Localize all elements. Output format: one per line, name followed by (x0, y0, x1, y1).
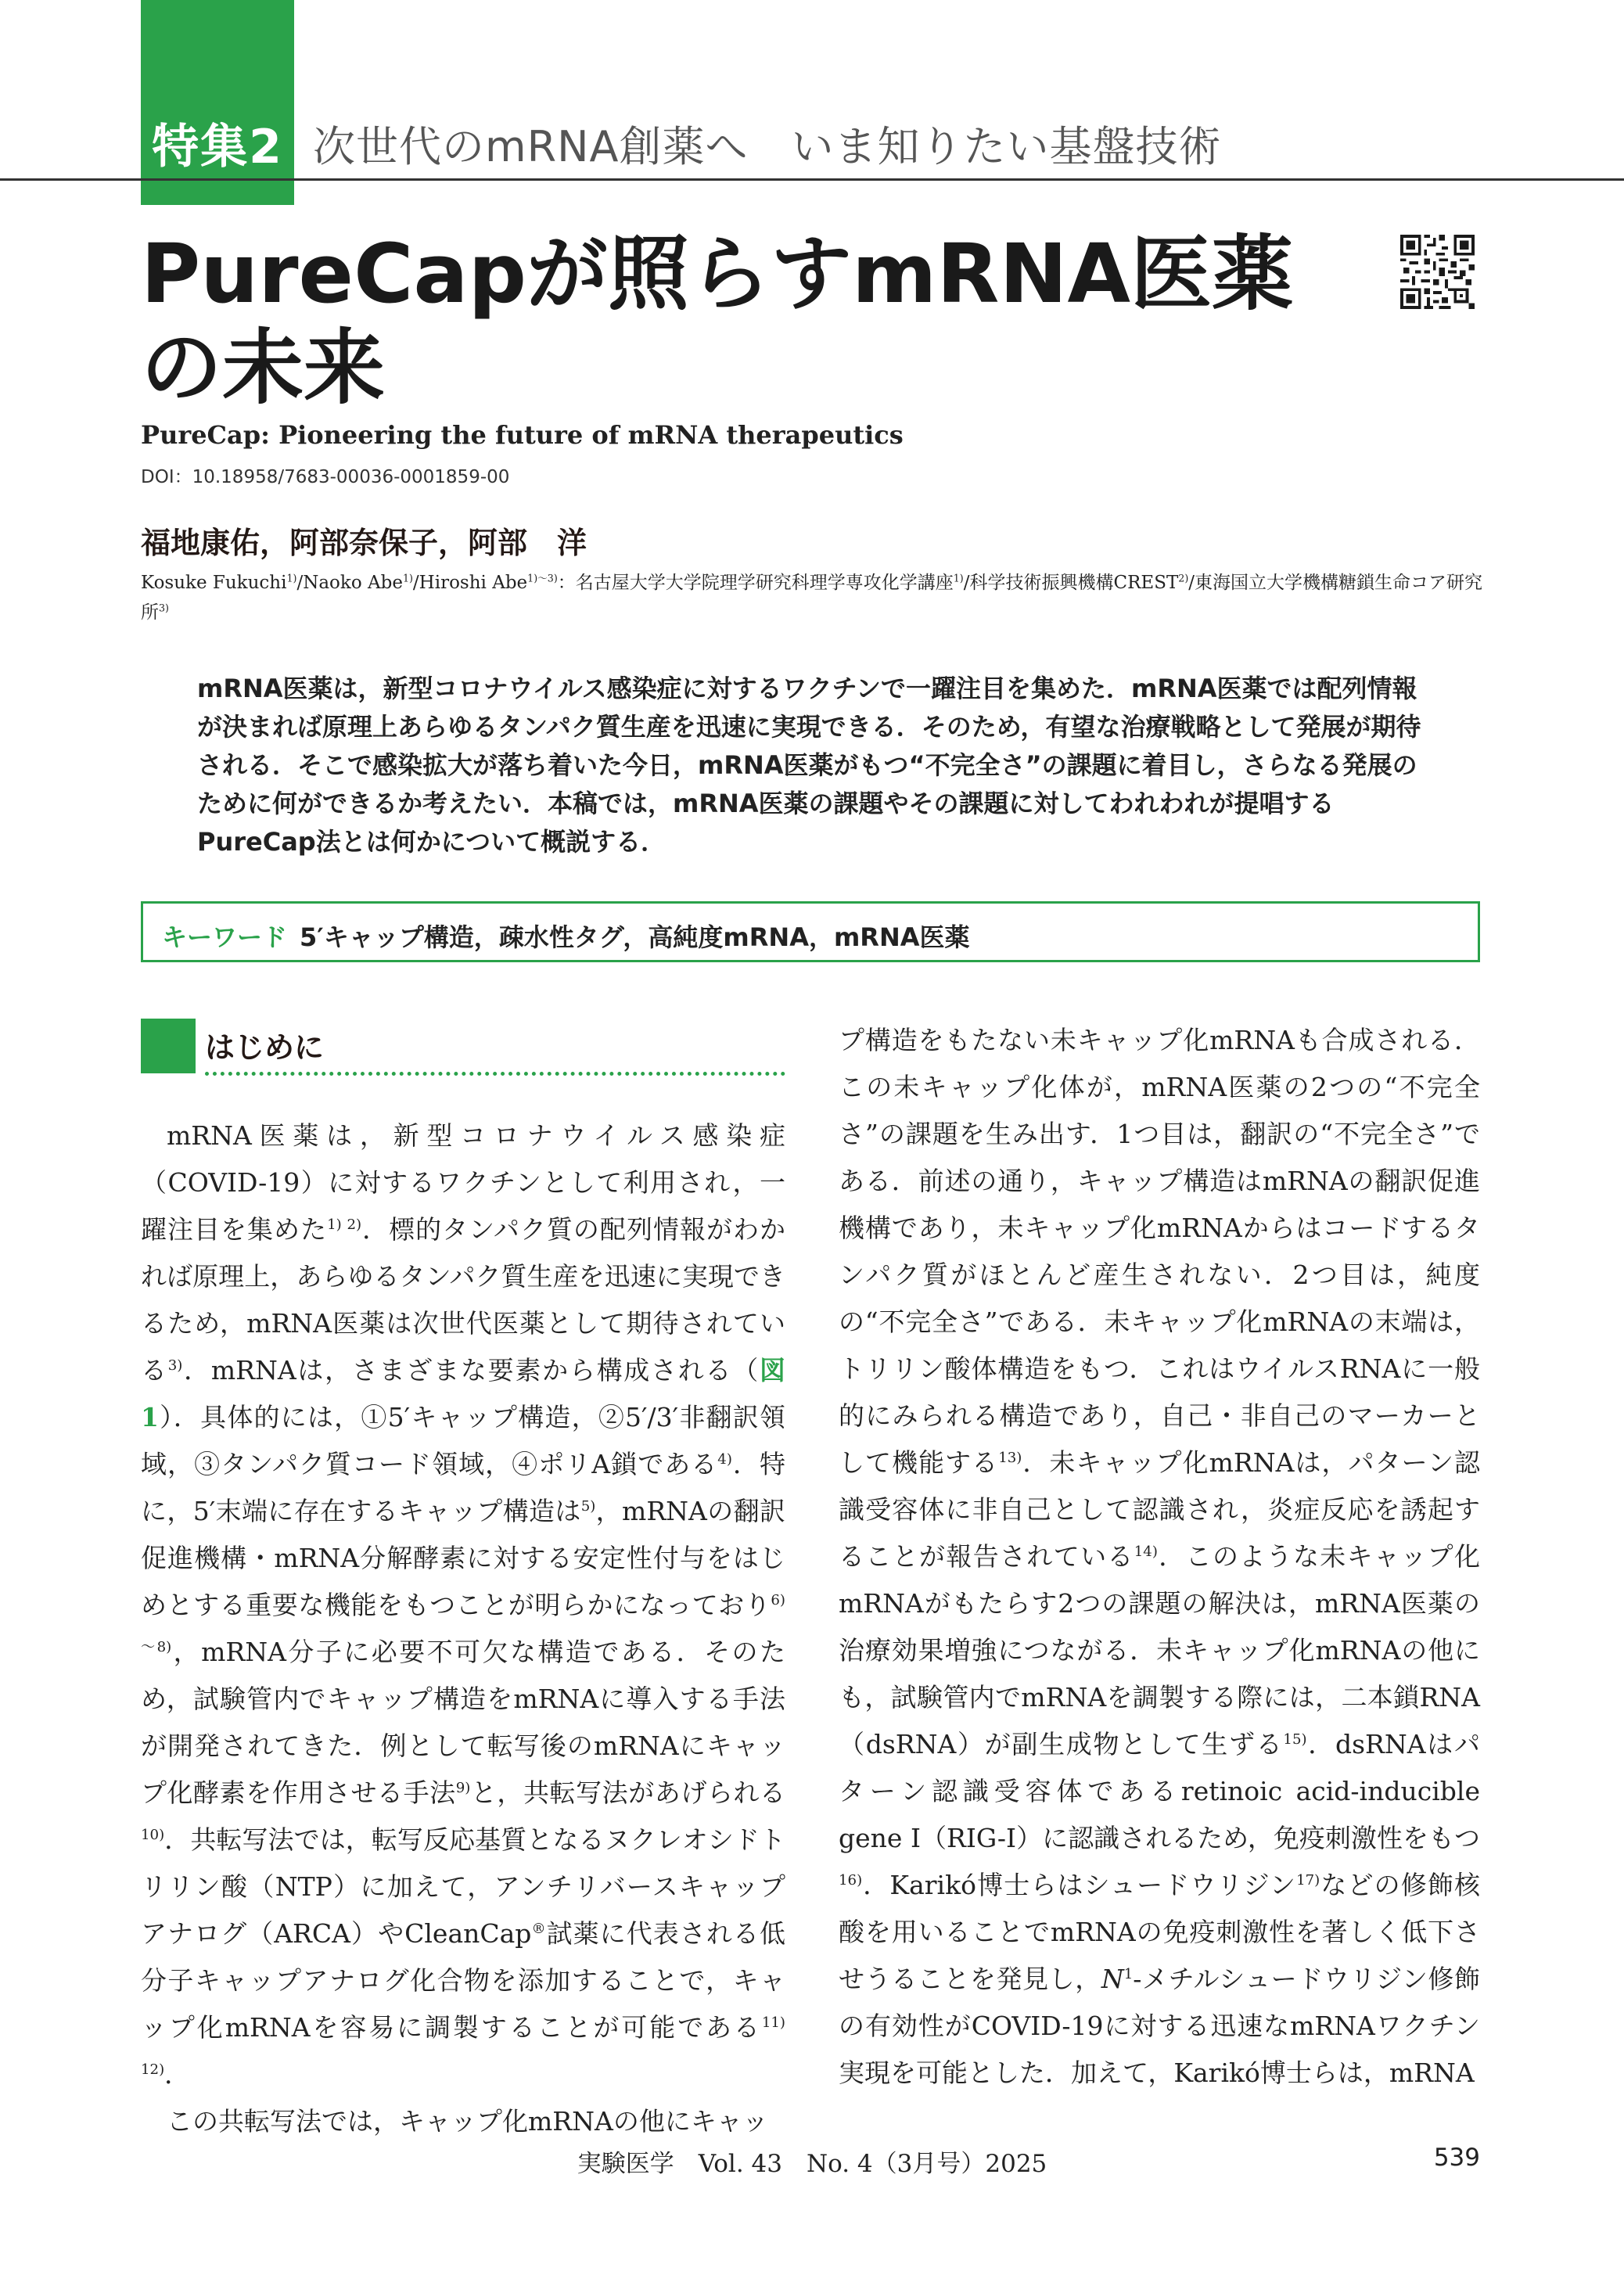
author-sup-2: 1) (402, 572, 413, 584)
citation-ref[interactable]: 16) (839, 1872, 863, 1889)
citation-ref[interactable]: 13) (998, 1450, 1022, 1466)
italic-symbol: N (1101, 1964, 1124, 1994)
body-text: ．未キャップ化mRNAは，パターン認識受容体に非自己として認識され，炎症反応を誘起することが報告されている (839, 1447, 1481, 1572)
citation-ref[interactable]: 17) (1296, 1872, 1320, 1889)
body-text: -メチルシュードウリジン修飾の有効性がCOVID-19に対する迅速なmRNAワクチン実現を可能とした．加えて，Karikó博士らは，mRNA (839, 1964, 1481, 2088)
body-text: ）．具体的には，①5′キャップ構造，②5′/3′非翻訳領域，③タンパク質コード領域，④ポリA鎖である (141, 1402, 785, 1479)
citation-ref[interactable]: 6)～8) (141, 1592, 785, 1655)
article-title-line-2: の未来 (141, 320, 386, 415)
body-text: 試薬に代表される低分子キャップアナログ化合物を添加することで，キャップ化mRNAを容易に調製することが可能である (141, 1918, 785, 2043)
body-text: ．特に，5′末端に存在するキャップ構造は (141, 1449, 785, 1526)
section-heading: はじめに (205, 1030, 325, 1065)
citation-ref[interactable]: 4) (717, 1451, 732, 1468)
registered-mark: ® (531, 1921, 546, 1937)
series-title: 次世代のmRNA創薬へ いま知りたい基盤技術 (313, 122, 1222, 171)
keyword-box (141, 901, 1480, 962)
body-text: ． (164, 2059, 191, 2090)
body-text: ，mRNA分子に必要不可欠な構造である．そのため，試験管内でキャップ構造をmRNAに導入する手法が開発されてきた．例として転写後のmRNAにキャップ化酵素を作用させる手法 (141, 1637, 785, 1808)
body-column-right (839, 1017, 1480, 2097)
affiliation-3: /東海国立大学機構糖鎖生命コア研究所 (141, 573, 1483, 623)
keyword-text: 5′キャップ構造，疎水性タグ，高純度mRNA，mRNA医薬 (300, 922, 970, 952)
body-text: プ構造をもたない未キャップ化mRNAも合成される．この未キャップ化体が，mRNA医薬の2つの“不完全さ”の課題を生み出す．1つ目は，翻訳の“不完全さ”である．前述の通り，キャップ構造はmRNAの翻訳促進機構であり，未キャップ化mRNAからはコードするタンパク質がほとんど産生されない．2つ目は，純度の“不完全さ”である．未キャップ化mRNAの末端は，トリリン酸体構造をもつ．これはウイルスRNAに一般的にみられる構造であり，自己・非自己のマーカーとして機能する (839, 1025, 1480, 1478)
citation-ref[interactable]: 9) (455, 1780, 471, 1796)
authors-japanese: 福地康佑，阿部奈保子，阿部 洋 (141, 526, 587, 560)
body-text: ．このような未キャップ化mRNAがもたらす2つの課題の解決は，mRNA医薬の治療効果増強につながる．未キャップ化mRNAの他にも，試験管内でmRNAを調製する際には，二本鎖RNA（dsRNA）が副生成物として生ずる (839, 1541, 1481, 1759)
citation-ref[interactable]: 14) (1134, 1544, 1158, 1560)
body-paragraph-2: この共転写法では，キャップ化mRNAの他にキャッ (167, 2106, 768, 2137)
page-number: 539 (1433, 2144, 1480, 2172)
citation-ref[interactable]: 3) (167, 1357, 183, 1374)
body-text: などの修飾核酸を用いることでmRNAの免疫刺激性を著しく低下させうることを発見し， (839, 1870, 1480, 1994)
affiliation-sup-1: 1) (953, 572, 964, 584)
figure-ref-link[interactable]: 図1 (141, 1355, 785, 1432)
superscript: 1 (1123, 1966, 1134, 1982)
article-title-line-1: PureCapが照らすmRNA医薬 (141, 226, 1294, 322)
author-affiliations (141, 568, 1486, 627)
body-text: ．標的タンパク質の配列情報がわかれば原理上，あらゆるタンパク質生産を迅速に実現できるため，mRNA医薬は次世代医薬として期待されている (141, 1214, 786, 1386)
body-paragraph-1 (141, 1112, 785, 2098)
author-name-3: /Hiroshi Abe (412, 573, 528, 593)
section-dotted-rule (205, 1072, 785, 1076)
body-text: ．Karikó博士らはシュードウリジン (862, 1870, 1297, 1900)
author-name-1: Kosuke Fukuchi (141, 573, 287, 593)
body-paragraph-continued (839, 1017, 1480, 2097)
footer-journal: 実験医学 Vol. 43 No. 4（3月号）2025 (577, 2150, 1047, 2178)
body-text: と，共転写法があげられる (470, 1777, 786, 1808)
author-name-2: /Naoko Abe (296, 573, 403, 593)
body-text: ，mRNAの翻訳促進機構・mRNA分解酵素に対する安定性付与をはじめとする重要な機能をもつことが明らかになっており (141, 1496, 785, 1620)
body-column-left (141, 1112, 785, 2145)
article-title (141, 227, 1377, 415)
citation-ref[interactable]: 1) 2) (327, 1217, 362, 1233)
affiliation-1: ：名古屋大学大学院理学研究科理学専攻化学講座 (557, 573, 954, 593)
body-text: ．mRNAは，さまざまな要素から構成される（ (182, 1355, 760, 1386)
citation-ref[interactable]: 5) (580, 1498, 596, 1515)
body-text: ．共転写法では，転写反応基質となるヌクレオシドトリリン酸（NTP）に加えて，アンチリバースキャップアナログ（ARCA）やCleanCap (141, 1824, 785, 1949)
doi: DOI：10.18958/7683-00036-0001859-00 (141, 467, 510, 487)
english-title: PureCap: Pioneering the future of mRNA therapeutics (141, 420, 904, 450)
affiliation-2: /科学技術振興機構CREST (963, 573, 1179, 593)
citation-ref[interactable]: 15) (1283, 1731, 1307, 1748)
author-sup-1: 1) (286, 572, 297, 584)
citation-ref[interactable]: 10) (141, 1827, 165, 1843)
body-text: mRNA医薬は，新型コロナウイルス感染症（COVID-19）に対するワクチンとして利用され，一躍注目を集めた (141, 1120, 785, 1245)
header-rule (0, 178, 1624, 181)
feature-tab (141, 0, 294, 205)
keyword-label: キーワード (162, 922, 288, 952)
affiliation-sup-2: 2) (1178, 572, 1189, 584)
affiliation-sup-3: 3) (159, 602, 169, 614)
abstract: mRNA医薬は，新型コロナウイルス感染症に対するワクチンで一躍注目を集めた．mRNA医薬では配列情報が決まれば原理上あらゆるタンパク質生産を迅速に実現できる．そのため，有望な治療戦略として発展が期待される．そこで感染拡大が落ち着いた今日，mRNA医薬がもつ“不完全さ”の課題に着目し，さらなる発展のために何ができるか考えたい．本稿では，mRNA医薬の課題やその課題に対してわれわれが提唱するPureCap法とは何かについて概説する． (197, 674, 1421, 857)
section-marker (141, 1019, 196, 1073)
body-text: ．dsRNAはパターン認識受容体であるretinoic acid-inducible gene I（RIG-I）に認識されるため，免疫刺激性をもつ (839, 1729, 1480, 1853)
author-sup-3: 1)～3) (527, 572, 558, 584)
qr-code-icon[interactable] (1400, 235, 1475, 309)
feature-label: 特集2 (152, 120, 283, 174)
citation-ref[interactable]: 11) 12) (141, 2014, 785, 2078)
